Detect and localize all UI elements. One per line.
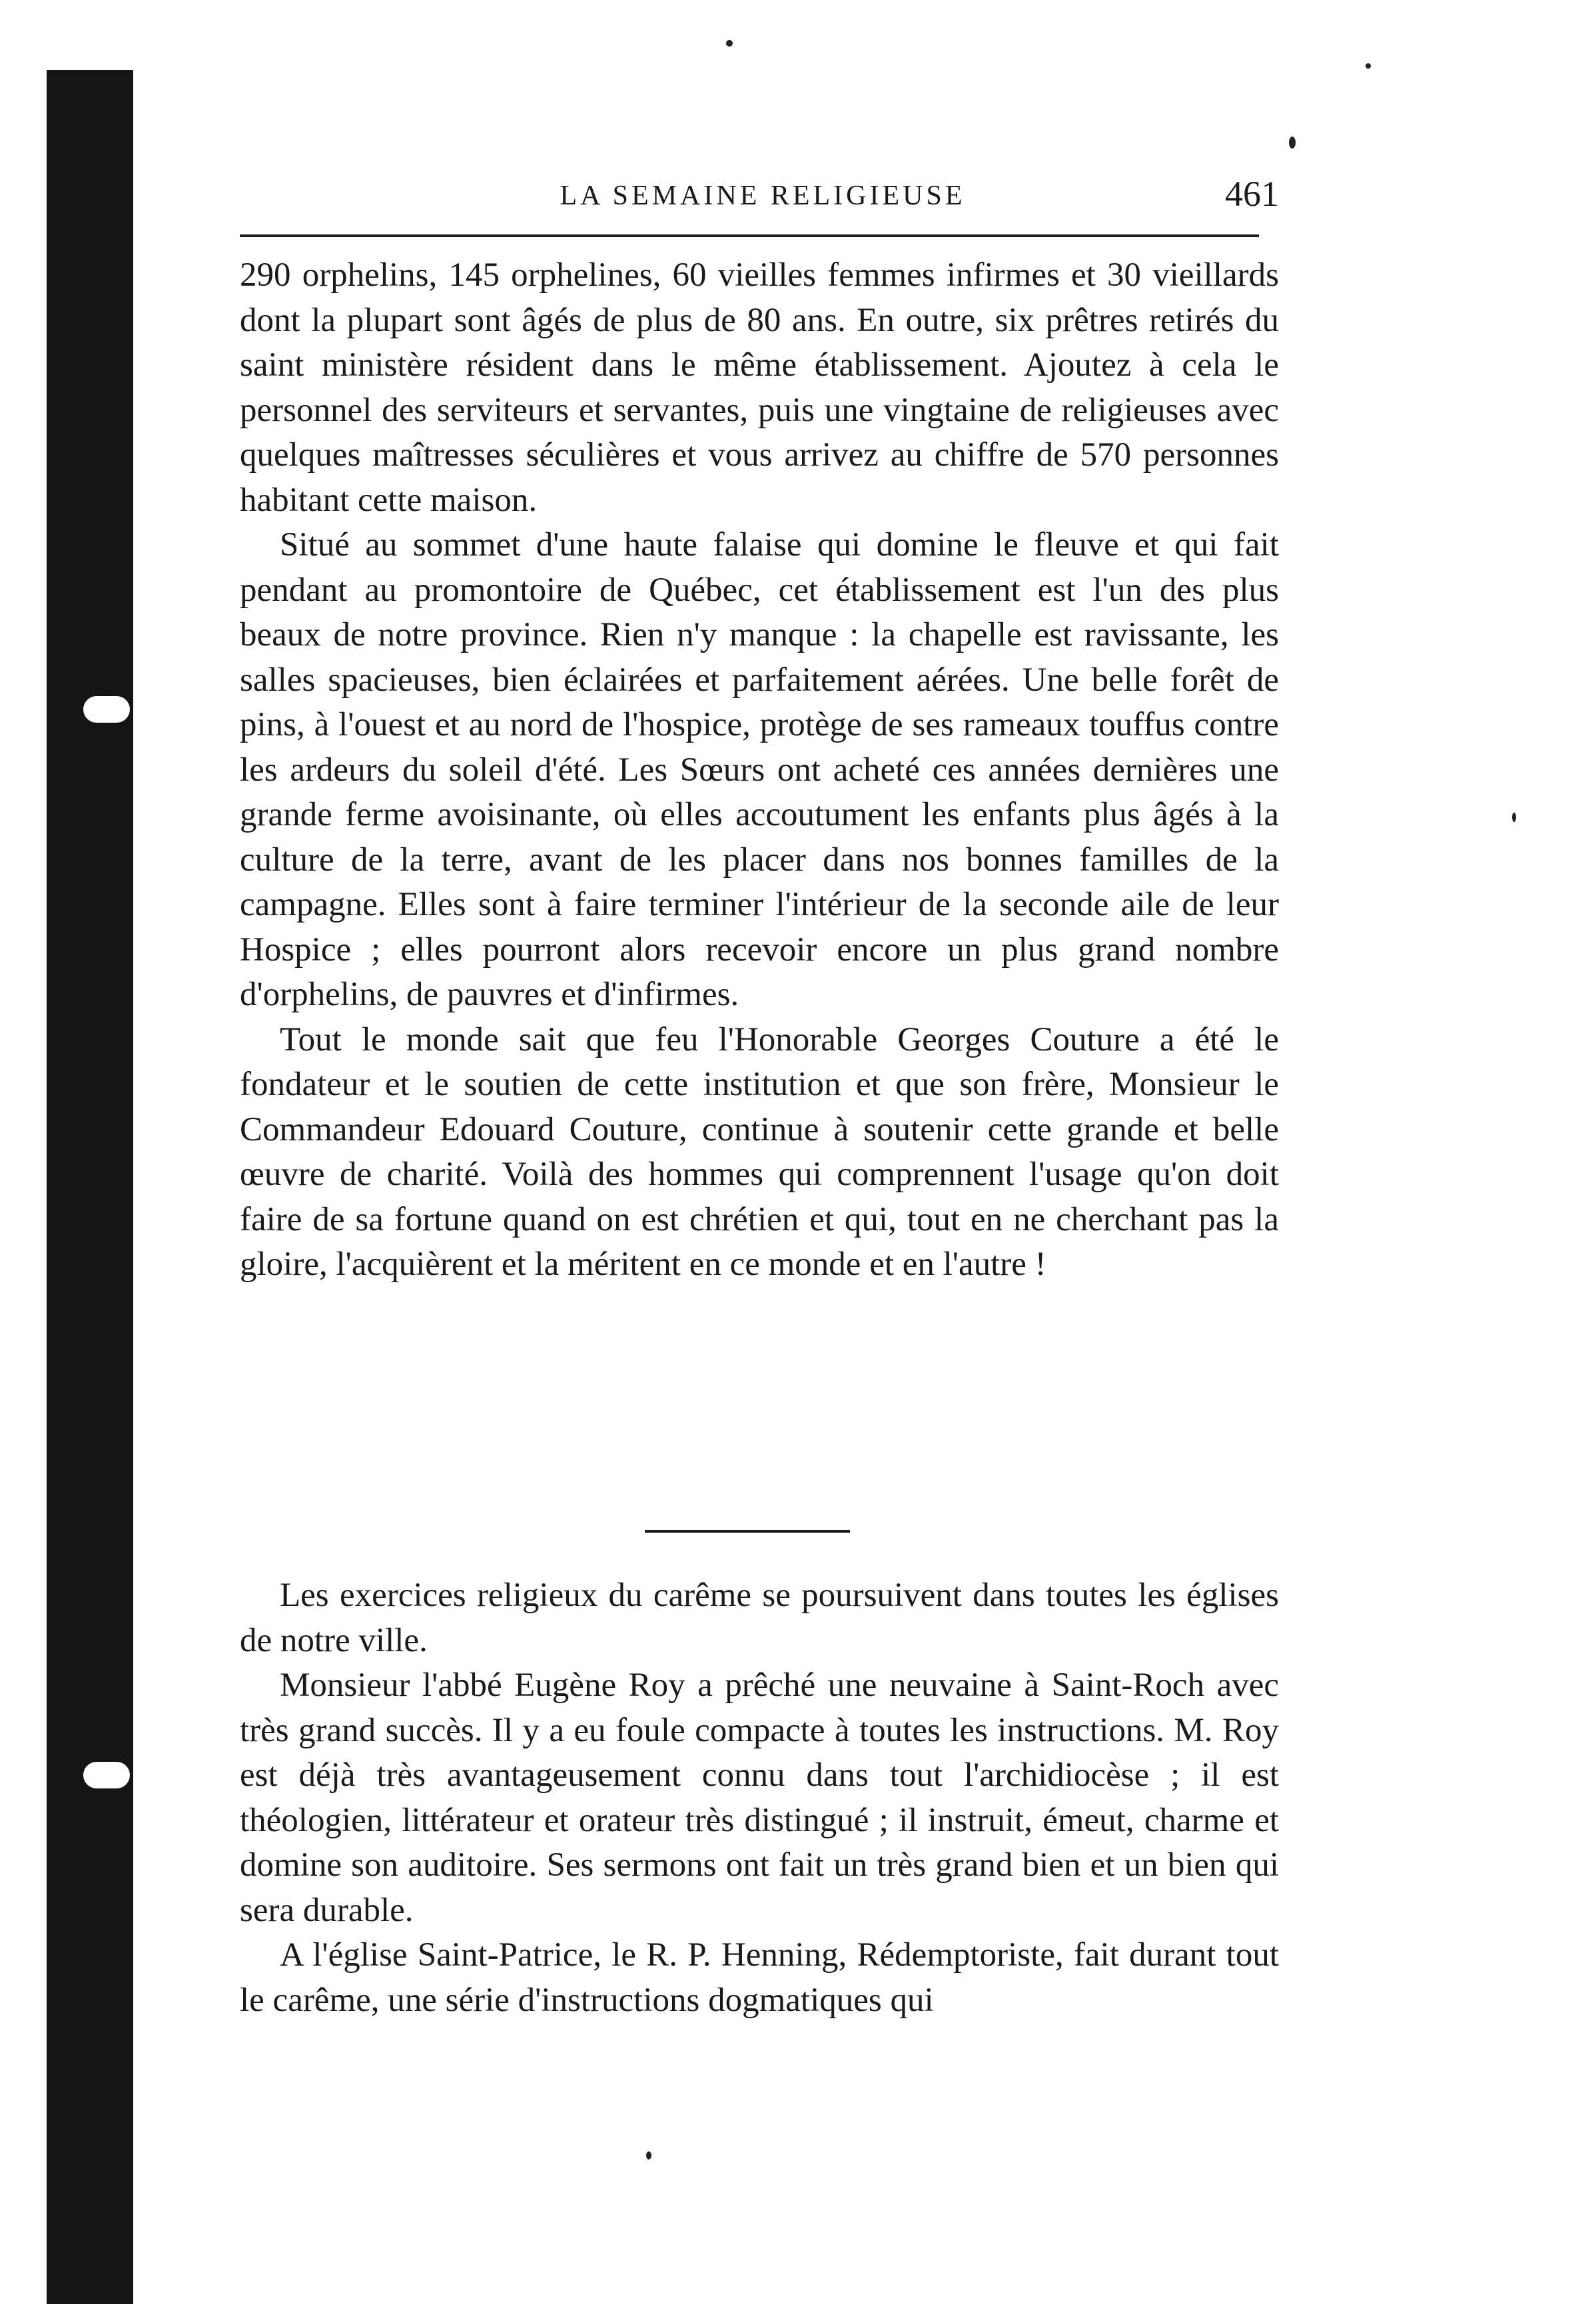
binding-nick xyxy=(83,1762,130,1788)
header-rule xyxy=(240,234,1259,237)
running-head: LA SEMAINE RELIGIEUSE xyxy=(560,181,966,211)
paragraph: Situé au sommet d'une haute falaise qui domine le fleuve et qui fait pendant au promontoire de Québec, cet établissement est l'un des plus beaux de notre province. Rien n'y manque : la chapelle est ravissante, les salles spacieuses, bien éclairées et parfaitement aérées. Une belle forêt de pins, à l'ouest et au nord de l'hospice, protège de ses rameaux touffus contre les ardeurs du soleil d'été. Les Sœurs ont acheté ces années dernières une grande ferme avoisinante, où elles accoutument les enfants plus âgés à la culture de la terre, avant de les placer dans nos bonnes familles de la campagne. Elles sont à faire terminer l'intérieur de la seconde aile de leur Hospice ; elles pourront alors recevoir encore un plus grand nombre d'orphelins, de pauvres et d'infirmes. xyxy=(240,526,1279,1013)
section-divider xyxy=(645,1530,850,1533)
paragraph: A l'église Saint-Patrice, le R. P. Henning, Rédemptoriste, fait durant tout le carême, une série d'instructions dogmatiques qui xyxy=(240,1936,1279,2019)
print-speck xyxy=(726,40,733,47)
print-speck xyxy=(1366,63,1371,69)
print-speck xyxy=(1512,813,1516,822)
paragraph: Les exercices religieux du carême se poursuivent dans toutes les églises de notre ville. xyxy=(240,1577,1279,1659)
paragraph: 290 orphelins, 145 orphelines, 60 vieilles femmes infirmes et 30 vieillards dont la plupart sont âgés de plus de 80 ans. En outre, six prêtres retirés du saint ministère résident dans le même établissement. Ajoutez à cela le personnel des serviteurs et servantes, puis une vingtaine de religieuses avec quelques maîtresses séculières et vous arrivez au chiffre de 570 personnes habitant cette maison. xyxy=(240,256,1279,519)
binding-edge xyxy=(47,70,133,2304)
print-speck xyxy=(1289,137,1296,149)
paragraph: Tout le monde sait que feu l'Honorable Georges Couture a été le fondateur et le soutien de cette institution et que son frère, Monsieur le Commandeur Edouard Couture, continue à soutenir cette grande et belle œuvre de charité. Voilà des hommes qui comprennent l'usage qu'on doit faire de sa fortune quand on est chrétien et qui, tout en ne cherchant pas la gloire, l'acquièrent et la méritent en ce monde et en l'autre ! xyxy=(240,1020,1279,1283)
page-number: 461 xyxy=(1225,174,1279,214)
paragraph: Monsieur l'abbé Eugène Roy a prêché une neuvaine à Saint-Roch avec très grand succès. Il y a eu foule compacte à toutes les instructions. M. Roy est déjà très avantageusement connu dans tout l'archidiocèse ; il est théologien, littérateur et orateur très distingué ; il instruit, émeut, charme et domine son auditoire. Ses sermons ont fait un très grand bien et un bien qui sera durable. xyxy=(240,1667,1279,1929)
article-continuation xyxy=(240,253,1279,1492)
page-header xyxy=(240,173,1286,220)
binding-nick xyxy=(83,696,130,723)
lenten-news-section xyxy=(240,1573,1279,2173)
